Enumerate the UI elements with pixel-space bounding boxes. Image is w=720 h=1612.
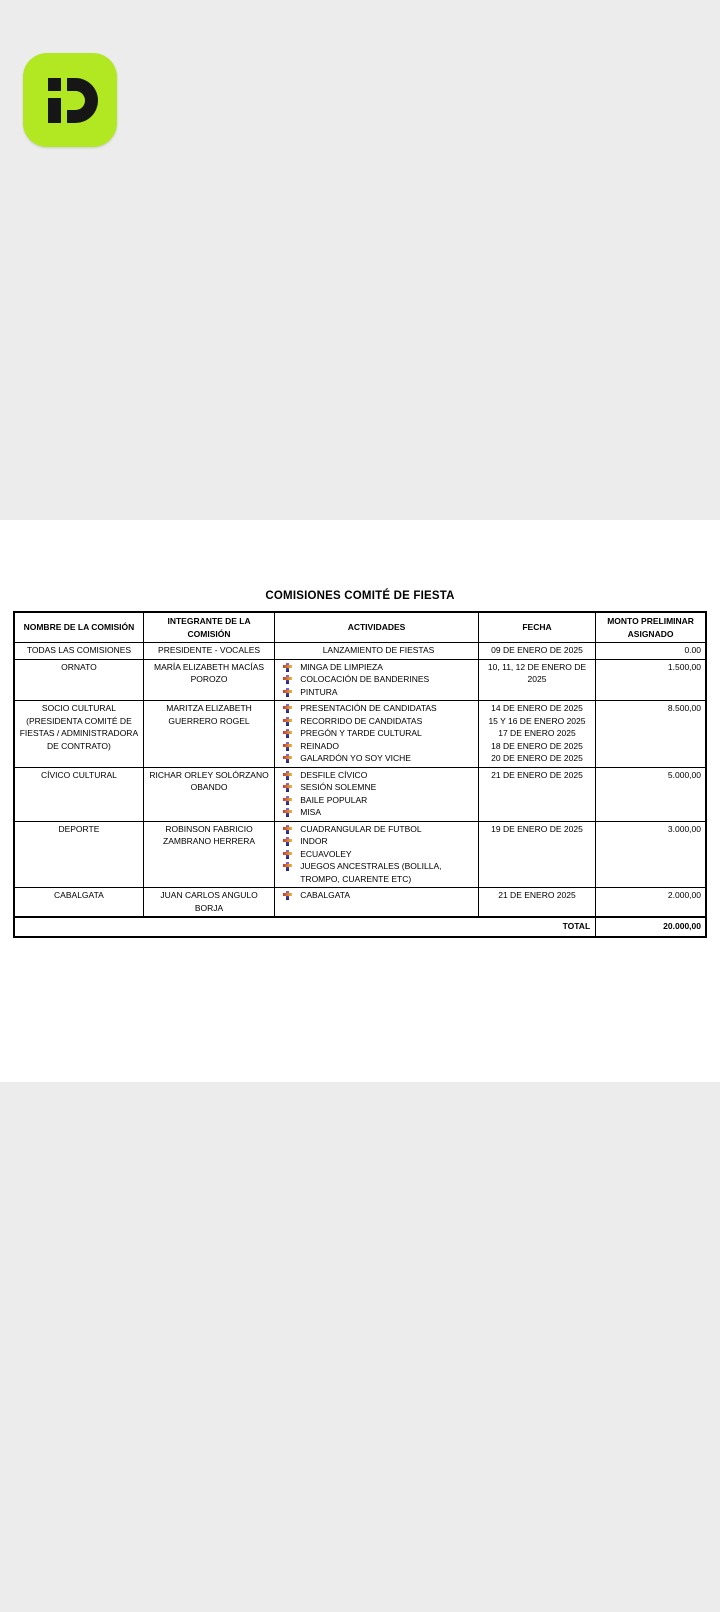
cell-actividades xyxy=(275,767,479,821)
id-app-logo xyxy=(23,53,117,147)
activity-item: RECORRIDO DE CANDIDATAS xyxy=(283,715,474,728)
table-row xyxy=(14,643,706,660)
cell-fecha: 10, 11, 12 DE ENERO DE 2025 xyxy=(478,659,595,701)
arrow-bullet-icon xyxy=(283,663,292,672)
header-fecha: FECHA xyxy=(478,612,595,643)
cell-nombre: SOCIO CULTURAL (PRESIDENTA COMITÉ DE FIESTAS / ADMINISTRADORA DE CONTRATO) xyxy=(14,701,143,768)
activity-item: BAILE POPULAR xyxy=(283,794,474,807)
table-row xyxy=(14,767,706,821)
cell-integrante: PRESIDENTE - VOCALES xyxy=(143,643,274,660)
header-integrante: INTEGRANTE DE LA COMISIÓN xyxy=(143,612,274,643)
table-row xyxy=(14,701,706,768)
activity-item: REINADO xyxy=(283,740,474,753)
cell-integrante: ROBINSON FABRICIO ZAMBRANO HERRERA xyxy=(143,821,274,888)
activity-item: GALARDÓN YO SOY VICHE xyxy=(283,752,474,765)
logo-i-dot xyxy=(48,78,61,91)
cell-nombre: ORNATO xyxy=(14,659,143,701)
activity-item: DESFILE CÍVICO xyxy=(283,769,474,782)
table-header-row xyxy=(14,612,706,643)
header-nombre: NOMBRE DE LA COMISIÓN xyxy=(14,612,143,643)
arrow-bullet-icon xyxy=(283,837,292,846)
cell-actividades xyxy=(275,643,479,660)
arrow-bullet-icon xyxy=(283,675,292,684)
table-row xyxy=(14,659,706,701)
activity-item: CUADRANGULAR DE FUTBOL xyxy=(283,823,474,836)
cell-fecha: 19 DE ENERO DE 2025 xyxy=(478,821,595,888)
cell-monto: 2.000,00 xyxy=(596,888,706,918)
activity-item: INDOR xyxy=(283,835,474,848)
cell-actividades xyxy=(275,701,479,768)
arrow-bullet-icon xyxy=(283,891,292,900)
arrow-bullet-icon xyxy=(283,754,292,763)
cell-monto: 5.000,00 xyxy=(596,767,706,821)
activity-item: PREGÓN Y TARDE CULTURAL xyxy=(283,727,474,740)
header-monto: MONTO PRELIMINAR ASIGNADO xyxy=(596,612,706,643)
table-row xyxy=(14,888,706,918)
cell-fecha: 09 DE ENERO DE 2025 xyxy=(478,643,595,660)
arrow-bullet-icon xyxy=(283,862,292,871)
activity-item: MINGA DE LIMPIEZA xyxy=(283,661,474,674)
table-row xyxy=(14,821,706,888)
total-label: TOTAL xyxy=(14,917,596,937)
cell-fecha: 14 DE ENERO DE 2025 15 Y 16 DE ENERO 2025 17 DE ENERO 2025 18 DE ENERO DE 2025 20 DE ENERO DE 2025 xyxy=(478,701,595,768)
header-actividades: ACTIVIDADES xyxy=(275,612,479,643)
document-content xyxy=(0,520,720,938)
cell-monto: 0.00 xyxy=(596,643,706,660)
activity-item: SESIÓN SOLEMNE xyxy=(283,781,474,794)
cell-nombre: CÍVICO CULTURAL xyxy=(14,767,143,821)
cell-integrante: MARITZA ELIZABETH GUERRERO ROGEL xyxy=(143,701,274,768)
activity-item: MISA xyxy=(283,806,474,819)
activity-item: PRESENTACIÓN DE CANDIDATAS xyxy=(283,702,474,715)
cell-integrante: MARÍA ELIZABETH MACÍAS POROZO xyxy=(143,659,274,701)
document-page xyxy=(0,520,720,1082)
arrow-bullet-icon xyxy=(283,825,292,834)
table-total-row xyxy=(14,917,706,937)
logo-d-glyph xyxy=(67,78,98,123)
arrow-bullet-icon xyxy=(283,729,292,738)
activity-item: JUEGOS ANCESTRALES (BOLILLA, TROMPO, CUARENTE ETC) xyxy=(283,860,474,885)
cell-fecha: 21 DE ENERO DE 2025 xyxy=(478,767,595,821)
page-title: COMISIONES COMITÉ DE FIESTA xyxy=(265,590,455,602)
cell-monto: 3.000,00 xyxy=(596,821,706,888)
logo-i-stem xyxy=(48,98,61,123)
cell-integrante: JUAN CARLOS ANGULO BORJA xyxy=(143,888,274,918)
cell-monto: 1.500,00 xyxy=(596,659,706,701)
arrow-bullet-icon xyxy=(283,771,292,780)
id-app-logo-text xyxy=(23,53,24,54)
cell-actividades xyxy=(275,659,479,701)
cell-actividades xyxy=(275,821,479,888)
arrow-bullet-icon xyxy=(283,688,292,697)
cell-nombre: CABALGATA xyxy=(14,888,143,918)
activity-item: LANZAMIENTO DE FIESTAS xyxy=(322,645,435,655)
cell-nombre: DEPORTE xyxy=(14,821,143,888)
arrow-bullet-icon xyxy=(283,742,292,751)
total-value: 20.000,00 xyxy=(596,917,706,937)
cell-fecha: 21 DE ENERO 2025 xyxy=(478,888,595,918)
activity-item: PINTURA xyxy=(283,686,474,699)
cell-monto: 8.500,00 xyxy=(596,701,706,768)
activity-item: CABALGATA xyxy=(283,889,474,902)
cell-integrante: RICHAR ORLEY SOLÓRZANO OBANDO xyxy=(143,767,274,821)
arrow-bullet-icon xyxy=(283,717,292,726)
activity-item: COLOCACIÓN DE BANDERINES xyxy=(283,673,474,686)
cell-nombre: TODAS LAS COMISIONES xyxy=(14,643,143,660)
activity-item: ECUAVOLEY xyxy=(283,848,474,861)
arrow-bullet-icon xyxy=(283,704,292,713)
arrow-bullet-icon xyxy=(283,783,292,792)
arrow-bullet-icon xyxy=(283,796,292,805)
cell-actividades xyxy=(275,888,479,918)
arrow-bullet-icon xyxy=(283,850,292,859)
arrow-bullet-icon xyxy=(283,808,292,817)
comisiones-table xyxy=(13,611,707,938)
